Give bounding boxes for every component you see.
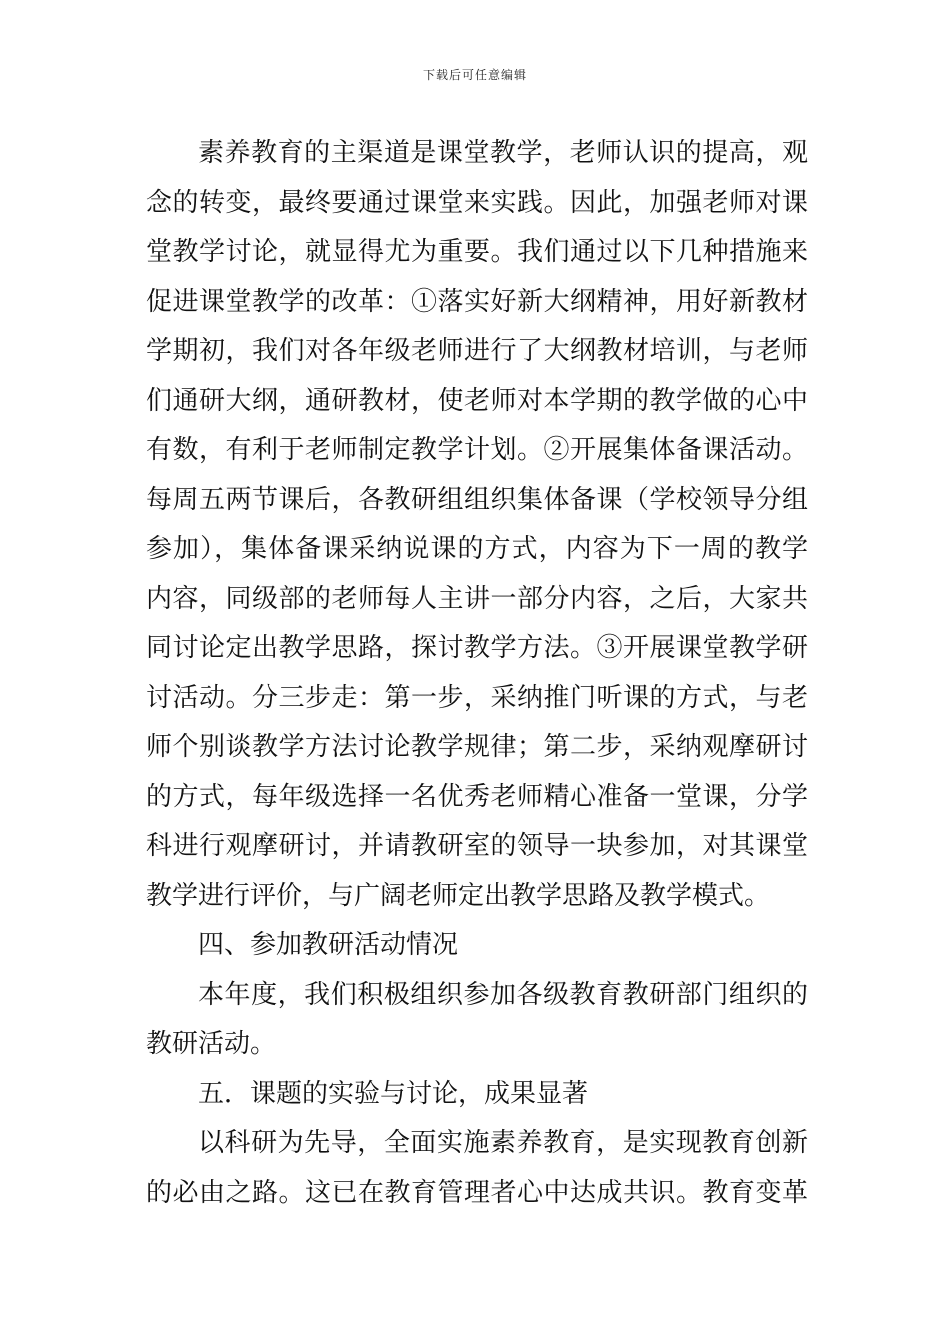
paragraph-line: 教学进行评价，与广阔老师定出教学思路及教学模式。 xyxy=(146,880,771,911)
document-body xyxy=(146,129,808,1218)
paragraph-line: 以科研为先导，全面实施素养教育，是实现教育创新 xyxy=(198,1128,808,1158)
section-heading-4: 四、参加教研活动情况 xyxy=(198,930,459,960)
paragraph-line: 每周五两节课后，各教研组组织集体备课（学校领导分组 xyxy=(146,484,808,515)
paragraph-line: 学期初，我们对各年级老师进行了大纲教材培训，与老师 xyxy=(146,336,808,366)
paragraph-line: 讨活动。分三步走：第一步，采纳推门听课的方式，与老 xyxy=(146,682,808,713)
paragraph-line: 同讨论定出教学思路，探讨教学方法。③开展课堂教学研 xyxy=(146,633,808,663)
paragraph-line: 师个别谈教学方法讨论教学规律；第二步，采纳观摩研讨 xyxy=(146,732,808,762)
paragraph-line: 们通研大纲，通研教材，使老师对本学期的教学做的心中 xyxy=(146,385,808,416)
paragraph-line: 堂教学讨论，就显得尤为重要。我们通过以下几种措施来 xyxy=(146,237,808,267)
paragraph-line: 教研活动。 xyxy=(146,1029,277,1059)
paragraph-line: 科进行观摩研讨，并请教研室的领导一块参加，对其课堂 xyxy=(146,831,808,861)
paragraph-line: 参加），集体备课采纳说课的方式，内容为下一周的教学 xyxy=(146,534,808,564)
paragraph-line: 素养教育的主渠道是课堂教学，老师认识的提高，观 xyxy=(198,138,808,168)
paragraph-line: 促进课堂教学的改革：①落实好新大纲精神，用好新教材 xyxy=(146,286,808,317)
paragraph-line: 的必由之路。这已在教育管理者心中达成共识。教育变革 xyxy=(146,1177,808,1208)
paragraph-line: 念的转变，最终要通过课堂来实践。因此，加强老师对课 xyxy=(146,187,808,218)
paragraph-line: 有数，有利于老师制定教学计划。②开展集体备课活动。 xyxy=(146,435,808,465)
paragraph-line: 的方式，每年级选择一名优秀老师精心准备一堂课，分学 xyxy=(146,781,808,812)
paragraph-line: 内容，同级部的老师每人主讲一部分内容，之后，大家共 xyxy=(146,583,808,614)
section-heading-5: 五．课题的实验与讨论，成果显著 xyxy=(198,1078,589,1109)
paragraph-line: 本年度，我们积极组织参加各级教育教研部门组织的 xyxy=(198,979,808,1010)
page-header: 下载后可任意编辑 xyxy=(422,68,527,82)
